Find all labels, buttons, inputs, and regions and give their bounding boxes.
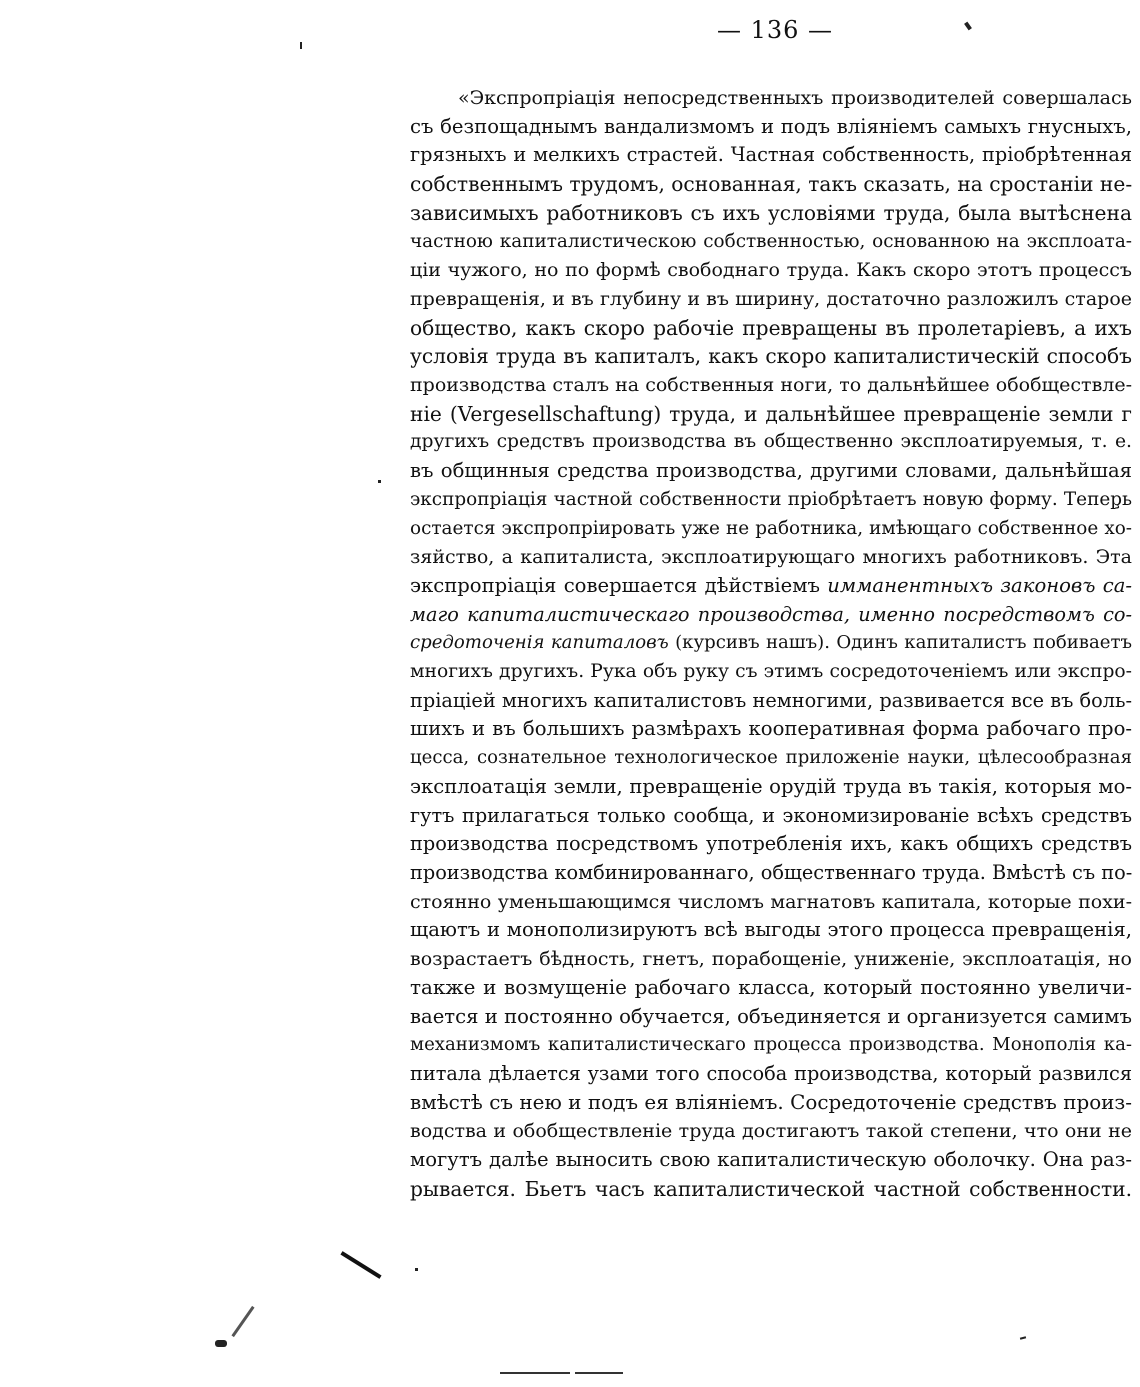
text-segment: «Экспропріація непосредственныхъ производителей совершалась	[458, 87, 1132, 109]
text-line	[410, 687, 1132, 716]
text-line	[410, 1175, 1132, 1204]
text-line	[410, 428, 1132, 457]
text-segment: ніе (Vergesellschaftung) труда, и дальнѣйшее превращеніе земли г	[410, 401, 1132, 426]
text-segment: рывается. Бьетъ часъ капиталистической частной собственности.	[410, 1176, 1132, 1201]
text-segment: цесса, сознательное технологическое приложеніе науки, цѣлесообразная	[410, 747, 1132, 769]
text-segment: частною капиталистическою собственностью, основанною на эксплоата-	[410, 230, 1132, 252]
text-line	[410, 170, 1132, 199]
text-segment: водства и обобществленіе труда достигаютъ такой степени, что они не	[410, 1120, 1132, 1143]
text-segment: общество, какъ скоро рабочіе превращены въ пролетаріевъ, а ихъ	[410, 315, 1132, 340]
text-line	[410, 888, 1132, 917]
text-line	[410, 859, 1132, 888]
text-line	[410, 141, 1132, 170]
text-segment: также и возмущеніе рабочаго класса, который постоянно увеличи-	[410, 975, 1132, 999]
text-segment: условія труда въ капиталъ, какъ скоро капиталистическій способъ	[410, 344, 1132, 369]
text-line	[410, 916, 1132, 945]
text-segment: производства посредствомъ употребленія ихъ, какъ общихъ средствъ	[410, 832, 1132, 856]
text-segment: гутъ прилагаться только сообща, и экономизированіе всѣхъ средствъ	[410, 803, 1132, 827]
text-segment: производства сталъ на собственныя ноги, то дальнѣйшее обобществле-	[410, 374, 1132, 397]
text-line	[410, 1117, 1132, 1146]
text-line	[410, 1031, 1132, 1060]
text-line	[410, 1060, 1132, 1089]
text-line	[410, 371, 1132, 400]
text-segment: зяйство, а капиталиста, эксплоатирующаго многихъ работниковъ. Эта	[410, 546, 1132, 569]
text-line	[410, 543, 1132, 572]
text-segment: собственнымъ трудомъ, основанная, такъ сказать, на сростаніи не-	[410, 172, 1133, 197]
text-segment: пріаціей многихъ капиталистовъ немногими, развивается все въ боль-	[410, 688, 1132, 712]
text-line	[410, 1146, 1132, 1175]
text-segment: механизмомъ капиталистическаго процесса производства. Монополія ка-	[410, 1034, 1132, 1056]
text-segment: ціи чужого, но по формѣ свободнаго труда. Какъ скоро этотъ процессъ	[410, 259, 1132, 282]
text-segment: экспропріація частной собственности пріобрѣтаетъ новую форму. Тепер̧ь	[410, 488, 1132, 510]
scan-speck	[300, 42, 302, 49]
text-segment: эксплоатація земли, превращеніе орудій труда въ такія, которыя мо-	[410, 774, 1132, 798]
text-segment: вмѣстѣ съ нею и подъ ея вліяніемъ. Сосредоточеніе средствъ произ-	[410, 1090, 1132, 1114]
text-segment: другихъ средствъ производства въ общественно эксплоатируемыя, т. е.	[410, 431, 1132, 453]
text-line	[410, 572, 1132, 601]
italic-segment: имманентныхъ законовъ са-	[827, 573, 1132, 597]
body-text	[410, 84, 1132, 1203]
text-line	[410, 486, 1132, 515]
bottom-rule-right	[575, 1372, 623, 1374]
text-segment: питала дѣлается узами того способа производства, который развился	[410, 1061, 1132, 1085]
scan-blot	[215, 1340, 227, 1347]
text-line	[410, 802, 1132, 831]
text-line	[410, 228, 1132, 257]
text-line	[410, 773, 1132, 802]
text-segment: производства комбинированнаго, общественнаго труда. Вмѣстѣ съ по-	[410, 860, 1133, 884]
text-line	[410, 199, 1132, 228]
scan-speck	[964, 22, 972, 31]
bottom-rule-left	[500, 1372, 570, 1374]
text-line	[410, 945, 1132, 974]
text-line	[410, 84, 1132, 113]
text-line	[410, 314, 1132, 343]
text-line	[410, 285, 1132, 314]
text-segment: щаютъ и монополизируютъ всѣ выгоды этого процесса превращенія,	[410, 918, 1132, 942]
text-line	[410, 113, 1132, 142]
text-line	[410, 715, 1132, 744]
scan-speck	[415, 1268, 418, 1271]
text-segment: съ безпощаднымъ вандализмомъ и подъ вліяніемъ самыхъ гнусныхъ,	[410, 114, 1132, 138]
text-line	[410, 1089, 1132, 1118]
text-line	[410, 974, 1132, 1003]
text-segment: зависимыхъ работниковъ съ ихъ условіями труда, была вытѣснена	[410, 200, 1132, 225]
scan-speck	[1020, 1336, 1026, 1339]
text-segment: могутъ далѣе выносить свою капиталистическую оболочку. Она раз-	[410, 1148, 1132, 1172]
text-line	[410, 601, 1132, 630]
page-number: — 136 —	[716, 16, 834, 44]
text-line	[410, 1003, 1132, 1032]
italic-segment: маго капиталистическаго производства, именно посредствомъ со-	[410, 602, 1132, 626]
text-segment: шихъ и въ большихъ размѣрахъ кооперативная форма рабочаго про-	[410, 717, 1132, 741]
text-segment: экспропріація совершается дѣйствіемъ	[410, 573, 828, 597]
text-segment: многихъ другихъ. Рука объ руку съ этимъ сосредоточеніемъ или экспро-	[410, 661, 1132, 683]
text-segment: грязныхъ и мелкихъ страстей. Частная собственность, пріобрѣтенная	[410, 143, 1132, 167]
text-segment: возрастаетъ бѣдность, гнетъ, порабощеніе, униженіе, эксплоатація, но	[410, 948, 1132, 971]
scan-streak	[231, 1306, 254, 1337]
scan-speck	[378, 480, 381, 483]
text-segment: стоянно уменьшающимся числомъ магнатовъ капитала, которые похи-	[410, 890, 1132, 913]
text-line	[410, 457, 1132, 486]
text-segment: превращенія, и въ глубину и въ ширину, достаточно разложилъ старое	[410, 287, 1132, 310]
text-segment: (курсивъ нашъ). Одинъ капиталистъ побиваетъ	[668, 632, 1133, 654]
text-line	[410, 515, 1132, 544]
text-line	[410, 400, 1132, 429]
text-segment: въ общинныя средства производства, другими словами, дальнѣйшая	[410, 459, 1132, 483]
text-line	[410, 256, 1132, 285]
text-line	[410, 830, 1132, 859]
text-line	[410, 629, 1132, 658]
text-segment: вается и постоянно обучается, объединяется и организуется самимъ	[410, 1004, 1132, 1028]
italic-segment: средоточенія капиталовъ	[410, 632, 669, 654]
text-line	[410, 342, 1132, 371]
text-segment: остается экспропріировать уже не работника, имѣющаго собственное хо-	[410, 517, 1132, 539]
text-line	[410, 744, 1132, 773]
text-line	[410, 658, 1132, 687]
scan-streak	[340, 1251, 381, 1279]
